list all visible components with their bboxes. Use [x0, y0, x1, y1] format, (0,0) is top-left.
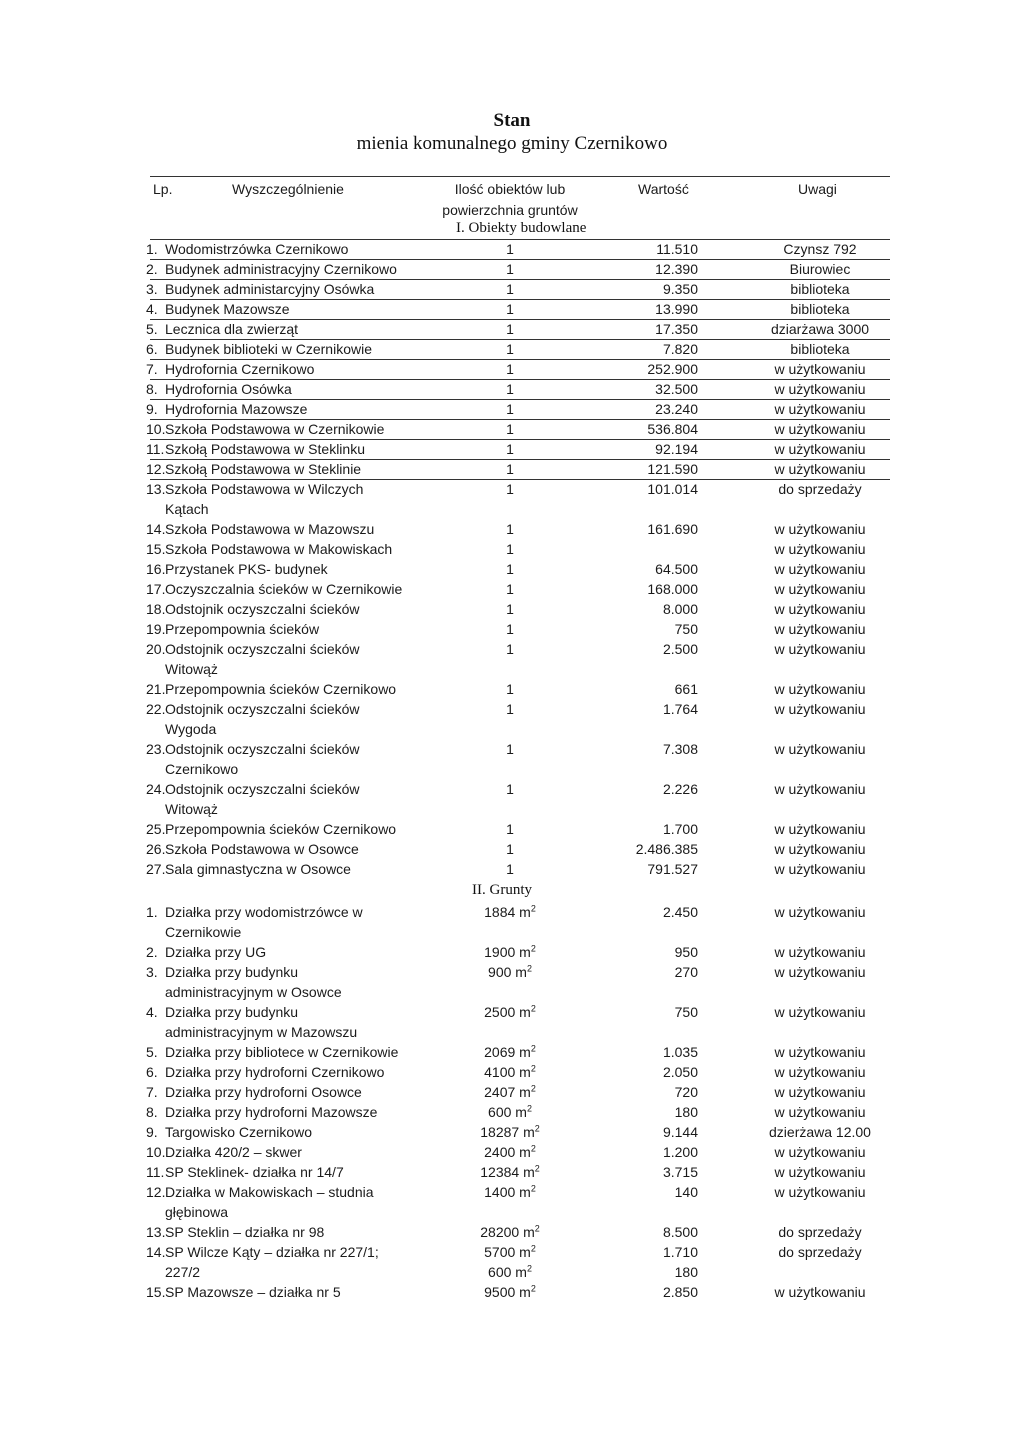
- row-number: 14.: [146, 1244, 166, 1260]
- row-quantity: [455, 1123, 565, 1141]
- row-value: 750: [674, 621, 698, 637]
- header-quantity-line2: powierzchnia gruntów: [442, 202, 578, 218]
- row-quantity-text: 1: [506, 821, 514, 837]
- row-description: Szkoła Podstawowa w Osowce: [165, 841, 359, 857]
- row-value: 536.804: [647, 421, 698, 437]
- row-quantity-text: 1: [506, 301, 514, 317]
- row-number: 4.: [146, 1004, 158, 1020]
- unit-superscript: 2: [534, 1123, 540, 1134]
- row-description: Kątach: [165, 501, 209, 517]
- row-description: Hydrofornia Czernikowo: [165, 361, 315, 377]
- section-title: II. Grunty: [472, 882, 532, 898]
- row-number: 11.: [146, 441, 165, 457]
- unit-superscript: 2: [526, 1263, 532, 1274]
- row-quantity: [455, 440, 565, 458]
- row-number: 9.: [146, 401, 158, 417]
- row-number: 22.: [146, 701, 166, 717]
- row-number: 9.: [146, 1124, 158, 1140]
- row-remarks: w użytkowaniu: [774, 1084, 866, 1100]
- row-remarks: w użytkowaniu: [774, 1064, 866, 1080]
- unit-superscript: 2: [530, 1063, 536, 1074]
- row-number: 10.: [146, 1144, 166, 1160]
- document-subtitle: mienia komunalnego gminy Czernikowo: [356, 133, 668, 154]
- row-description: Szkołą Podstawowa w Steklinie: [165, 461, 362, 477]
- row-description: Przepompownia ścieków: [165, 621, 320, 637]
- row-number: 17.: [146, 581, 166, 597]
- unit-superscript: 2: [530, 1183, 536, 1194]
- row-number: 15.: [146, 541, 166, 557]
- row-description: Witowąż: [165, 661, 218, 677]
- row-value: 1.200: [662, 1144, 698, 1160]
- row-description: Wygoda: [165, 721, 217, 737]
- row-description: SP Mazowsze – działka nr 5: [165, 1284, 341, 1300]
- row-value: 791.527: [647, 861, 698, 877]
- row-value: 7.820: [662, 341, 698, 357]
- row-quantity-text: 1: [506, 441, 514, 457]
- row-quantity: [455, 360, 565, 378]
- unit-superscript: 2: [526, 1103, 532, 1114]
- header-quantity-line1: Ilość obiektów lub: [454, 181, 566, 197]
- row-value: 17.350: [655, 321, 698, 337]
- row-value: 92.194: [655, 441, 698, 457]
- row-quantity-text: 1: [506, 601, 514, 617]
- row-number: 14.: [146, 521, 166, 537]
- row-value: 64.500: [655, 561, 698, 577]
- row-quantity: [455, 280, 565, 298]
- row-description: Działka przy budynku: [165, 1004, 299, 1020]
- row-quantity-text: 1: [506, 241, 514, 257]
- unit-superscript: 2: [530, 1083, 536, 1094]
- row-quantity: [455, 1163, 565, 1181]
- row-description: SP Wilcze Kąty – działka nr 227/1;: [165, 1244, 379, 1260]
- row-number: 7.: [146, 1084, 158, 1100]
- row-remarks: w użytkowaniu: [774, 421, 866, 437]
- row-value: 9.144: [662, 1124, 698, 1140]
- row-number: 6.: [146, 341, 158, 357]
- row-remarks: w użytkowaniu: [774, 681, 866, 697]
- row-description: SP Steklinek- działka nr 14/7: [165, 1164, 344, 1180]
- row-number: 12.: [146, 461, 166, 477]
- row-number: 24.: [146, 781, 166, 797]
- row-description: Budynek administarcyjny Osówka: [165, 281, 375, 297]
- row-number: 6.: [146, 1064, 158, 1080]
- row-quantity: [455, 1043, 565, 1061]
- row-remarks: biblioteka: [790, 301, 850, 317]
- row-quantity: [455, 560, 565, 578]
- row-quantity-text: 900 m: [488, 964, 527, 980]
- row-quantity: [455, 520, 565, 538]
- row-value: 720: [674, 1084, 698, 1100]
- row-quantity: [455, 1083, 565, 1101]
- row-value: 2.226: [662, 781, 698, 797]
- row-description: Odstojnik oczyszczalni ścieków: [165, 781, 360, 797]
- row-description: Działka przy wodomistrzówce w: [165, 904, 363, 920]
- row-quantity-text: 1: [506, 741, 514, 757]
- row-description: Działka przy budynku: [165, 964, 299, 980]
- row-number: 13.: [146, 481, 166, 497]
- row-value: 2.486.385: [635, 841, 698, 857]
- row-value: 12.390: [655, 261, 698, 277]
- row-number: 5.: [146, 321, 158, 337]
- row-quantity: [455, 1003, 565, 1021]
- header-description: Wyszczególnienie: [232, 181, 344, 197]
- row-value: 2.850: [662, 1284, 698, 1300]
- row-value: 9.350: [662, 281, 698, 297]
- row-quantity-text: 1: [506, 321, 514, 337]
- row-number: 4.: [146, 301, 158, 317]
- row-remarks: dzierżawa 12.00: [769, 1124, 871, 1140]
- row-quantity-text: 9500 m: [484, 1284, 531, 1300]
- header-remarks: Uwagi: [798, 181, 837, 197]
- unit-superscript: 2: [530, 1143, 536, 1154]
- row-value: 1.700: [662, 821, 698, 837]
- row-value-2: 180: [674, 1264, 698, 1280]
- row-quantity: [455, 780, 565, 798]
- row-value: 2.450: [662, 904, 698, 920]
- row-description: głębinowa: [165, 1204, 229, 1220]
- row-number: 2.: [146, 261, 158, 277]
- row-remarks: w użytkowaniu: [774, 461, 866, 477]
- row-description: SP Steklin – działka nr 98: [165, 1224, 325, 1240]
- row-quantity: [455, 480, 565, 498]
- row-value: 11.510: [656, 241, 698, 257]
- row-value: 180: [674, 1104, 698, 1120]
- row-number: 23.: [146, 741, 166, 757]
- row-description: Szkoła Podstawowa w Mazowszu: [165, 521, 375, 537]
- row-description: Szkoła Podstawowa w Makowiskach: [165, 541, 393, 557]
- row-remarks: biblioteka: [790, 341, 850, 357]
- row-value: 13.990: [655, 301, 698, 317]
- row-number: 26.: [146, 841, 166, 857]
- row-quantity: [455, 600, 565, 618]
- row-value: 8.000: [662, 601, 698, 617]
- row-number: 10.: [146, 421, 166, 437]
- row-number: 18.: [146, 601, 166, 617]
- row-quantity: [455, 320, 565, 338]
- row-description: Działka przy bibliotece w Czernikowie: [165, 1044, 399, 1060]
- row-quantity: [455, 420, 565, 438]
- row-quantity: [455, 620, 565, 638]
- row-quantity-2: [455, 1263, 565, 1281]
- row-description: administracyjnym w Mazowszu: [165, 1024, 358, 1040]
- row-quantity-text: 1: [506, 841, 514, 857]
- header-lp: Lp.: [153, 181, 173, 197]
- row-number: 7.: [146, 361, 158, 377]
- unit-superscript: 2: [530, 1283, 536, 1294]
- row-quantity-text: 1: [506, 701, 514, 717]
- row-value: 161.690: [647, 521, 698, 537]
- row-quantity: [455, 380, 565, 398]
- row-quantity-text: 5700 m: [484, 1244, 531, 1260]
- table-top-rule: [150, 176, 890, 177]
- row-description: Czernikowo: [165, 761, 239, 777]
- row-remarks: biblioteka: [790, 281, 850, 297]
- row-quantity-text: 1884 m: [484, 904, 531, 920]
- row-value: 2.500: [662, 641, 698, 657]
- row-value: 1.764: [662, 701, 698, 717]
- row-quantity: [455, 260, 565, 278]
- row-value: 8.500: [662, 1224, 698, 1240]
- row-quantity: [455, 840, 565, 858]
- row-quantity-text: 1900 m: [484, 944, 531, 960]
- row-number: 1.: [146, 241, 158, 257]
- row-quantity-text: 600 m: [488, 1264, 527, 1280]
- row-value: 101.014: [647, 481, 698, 497]
- row-number: 5.: [146, 1044, 158, 1060]
- row-description: Hydrofornia Mazowsze: [165, 401, 308, 417]
- row-remarks: Czynsz 792: [783, 241, 857, 257]
- row-description: Odstojnik oczyszczalni ścieków: [165, 701, 360, 717]
- row-description: Witowąż: [165, 801, 218, 817]
- row-description: Działka w Makowiskach – studnia: [165, 1184, 374, 1200]
- row-description: Odstojnik oczyszczalni ścieków: [165, 601, 360, 617]
- row-number: 2.: [146, 944, 158, 960]
- row-quantity: [455, 860, 565, 878]
- row-description: Lecznica dla zwierząt: [165, 321, 299, 337]
- row-quantity-text: 1: [506, 281, 514, 297]
- row-quantity-text: 18287 m: [480, 1124, 535, 1140]
- row-number: 11.: [146, 1164, 165, 1180]
- unit-superscript: 2: [526, 963, 532, 974]
- row-remarks: do sprzedaży: [778, 481, 862, 497]
- row-description: Działka przy hydroforni Mazowsze: [165, 1104, 378, 1120]
- row-quantity-text: 1: [506, 521, 514, 537]
- document-title: Stan: [493, 110, 531, 131]
- row-number: 3.: [146, 281, 158, 297]
- row-number: 1.: [146, 904, 158, 920]
- row-quantity-text: 1: [506, 421, 514, 437]
- row-remarks: w użytkowaniu: [774, 1164, 866, 1180]
- unit-superscript: 2: [530, 943, 536, 954]
- row-remarks: w użytkowaniu: [774, 441, 866, 457]
- row-quantity: [455, 540, 565, 558]
- row-value: 750: [674, 1004, 698, 1020]
- row-description: Czernikowie: [165, 924, 242, 940]
- row-number: 21.: [146, 681, 166, 697]
- row-number: 19.: [146, 621, 166, 637]
- row-description: administracyjnym w Osowce: [165, 984, 342, 1000]
- row-description: Hydrofornia Osówka: [165, 381, 292, 397]
- row-quantity-text: 1: [506, 341, 514, 357]
- row-description: Sala gimnastyczna w Osowce: [165, 861, 351, 877]
- row-remarks: w użytkowaniu: [774, 381, 866, 397]
- row-quantity: [455, 680, 565, 698]
- row-remarks: dziarżawa 3000: [770, 321, 870, 337]
- row-quantity-text: 600 m: [488, 1104, 527, 1120]
- row-quantity: [455, 1063, 565, 1081]
- row-value: 252.900: [647, 361, 698, 377]
- row-quantity-text: 1: [506, 381, 514, 397]
- row-quantity-text: 2069 m: [484, 1044, 531, 1060]
- row-number: 13.: [146, 1224, 166, 1240]
- row-quantity-text: 1: [506, 681, 514, 697]
- row-number: 20.: [146, 641, 166, 657]
- row-quantity: [455, 340, 565, 358]
- row-value: 140: [674, 1184, 698, 1200]
- row-quantity: [455, 1223, 565, 1241]
- row-remarks: w użytkowaniu: [774, 561, 866, 577]
- row-quantity: [455, 903, 565, 921]
- row-remarks: w użytkowaniu: [774, 861, 866, 877]
- row-quantity: [455, 943, 565, 961]
- row-value: 7.308: [662, 741, 698, 757]
- row-description: Odstojnik oczyszczalni ścieków: [165, 641, 360, 657]
- row-quantity-text: 1: [506, 641, 514, 657]
- row-description: Budynek Mazowsze: [165, 301, 290, 317]
- row-quantity-text: 1: [506, 361, 514, 377]
- row-remarks: Biurowiec: [789, 261, 851, 277]
- row-description: Szkoła Podstawowa w Wilczych: [165, 481, 364, 497]
- row-quantity-text: 1: [506, 581, 514, 597]
- row-description: Odstojnik oczyszczalni ścieków: [165, 741, 360, 757]
- row-quantity: [455, 1243, 565, 1261]
- row-description: Działka przy hydroforni Osowce: [165, 1084, 362, 1100]
- row-remarks: w użytkowaniu: [774, 601, 866, 617]
- row-remarks: w użytkowaniu: [774, 1004, 866, 1020]
- row-quantity-text: 1: [506, 401, 514, 417]
- row-quantity-text: 2407 m: [484, 1084, 531, 1100]
- row-remarks: do sprzedaży: [778, 1244, 862, 1260]
- row-value: 950: [674, 944, 698, 960]
- row-remarks: w użytkowaniu: [774, 821, 866, 837]
- row-remarks: w użytkowaniu: [774, 1044, 866, 1060]
- row-quantity-text: 1: [506, 261, 514, 277]
- row-quantity: [455, 1283, 565, 1301]
- row-quantity: [455, 1103, 565, 1121]
- row-number: 27.: [146, 861, 166, 877]
- row-quantity-text: 1400 m: [484, 1184, 531, 1200]
- row-remarks: w użytkowaniu: [774, 621, 866, 637]
- row-description: 227/2: [165, 1264, 201, 1280]
- row-number: 8.: [146, 381, 158, 397]
- row-quantity-text: 2400 m: [484, 1144, 531, 1160]
- row-remarks: w użytkowaniu: [774, 781, 866, 797]
- row-quantity: [455, 963, 565, 981]
- row-quantity-text: 12384 m: [480, 1164, 535, 1180]
- row-description: Szkoła Podstawowa w Czernikowie: [165, 421, 385, 437]
- row-description: Działka przy UG: [165, 944, 267, 960]
- row-quantity-text: 1: [506, 541, 514, 557]
- row-description: Budynek administracyjny Czernikowo: [165, 261, 397, 277]
- row-remarks: w użytkowaniu: [774, 701, 866, 717]
- row-quantity-text: 1: [506, 861, 514, 877]
- row-remarks: w użytkowaniu: [774, 641, 866, 657]
- row-remarks: w użytkowaniu: [774, 904, 866, 920]
- unit-superscript: 2: [530, 1243, 536, 1254]
- row-number: 3.: [146, 964, 158, 980]
- row-value: 3.715: [662, 1164, 698, 1180]
- row-number: 25.: [146, 821, 166, 837]
- row-quantity-text: 28200 m: [480, 1224, 535, 1240]
- row-quantity: [455, 580, 565, 598]
- row-remarks: w użytkowaniu: [774, 944, 866, 960]
- unit-superscript: 2: [530, 1003, 536, 1014]
- row-remarks: do sprzedaży: [778, 1224, 862, 1240]
- row-remarks: w użytkowaniu: [774, 1184, 866, 1200]
- row-value: 661: [674, 681, 698, 697]
- row-quantity-text: 2500 m: [484, 1004, 531, 1020]
- unit-superscript: 2: [534, 1223, 540, 1234]
- row-quantity-text: 4100 m: [484, 1064, 531, 1080]
- row-remarks: w użytkowaniu: [774, 541, 866, 557]
- row-quantity-text: 1: [506, 621, 514, 637]
- row-description: Budynek biblioteki w Czernikowie: [165, 341, 372, 357]
- section-title: I. Obiekty budowlane: [456, 220, 587, 236]
- row-quantity-text: 1: [506, 461, 514, 477]
- row-value: 1.035: [662, 1044, 698, 1060]
- row-value: 168.000: [647, 581, 698, 597]
- row-value: 270: [674, 964, 698, 980]
- unit-superscript: 2: [534, 1163, 540, 1174]
- row-description: Działka 420/2 – skwer: [165, 1144, 302, 1160]
- unit-superscript: 2: [530, 1043, 536, 1054]
- row-value: 23.240: [655, 401, 698, 417]
- row-quantity: [455, 460, 565, 478]
- row-description: Oczyszczalnia ścieków w Czernikowie: [165, 581, 403, 597]
- row-quantity: [455, 1143, 565, 1161]
- row-remarks: w użytkowaniu: [774, 1284, 866, 1300]
- row-remarks: w użytkowaniu: [774, 521, 866, 537]
- row-value: 1.710: [662, 1244, 698, 1260]
- row-value: 2.050: [662, 1064, 698, 1080]
- row-description: Wodomistrzówka Czernikowo: [165, 241, 349, 257]
- row-description: Szkołą Podstawowa w Steklinku: [165, 441, 365, 457]
- row-number: 16.: [146, 561, 166, 577]
- row-quantity-text: 1: [506, 481, 514, 497]
- row-quantity: [455, 240, 565, 258]
- row-value: 32.500: [655, 381, 698, 397]
- row-quantity: [455, 700, 565, 718]
- row-remarks: w użytkowaniu: [774, 741, 866, 757]
- header-value: Wartość: [638, 181, 689, 197]
- row-description: Działka przy hydroforni Czernikowo: [165, 1064, 385, 1080]
- row-description: Przystanek PKS- budynek: [165, 561, 328, 577]
- row-number: 8.: [146, 1104, 158, 1120]
- row-description: Przepompownia ścieków Czernikowo: [165, 821, 397, 837]
- row-number: 12.: [146, 1184, 166, 1200]
- row-quantity: [455, 640, 565, 658]
- row-description: Targowisko Czernikowo: [165, 1124, 313, 1140]
- row-remarks: w użytkowaniu: [774, 581, 866, 597]
- row-remarks: w użytkowaniu: [774, 401, 866, 417]
- row-value: 121.590: [647, 461, 698, 477]
- row-quantity: [455, 300, 565, 318]
- row-remarks: w użytkowaniu: [774, 361, 866, 377]
- row-quantity: [455, 820, 565, 838]
- row-quantity-text: 1: [506, 781, 514, 797]
- row-description: Przepompownia ścieków Czernikowo: [165, 681, 397, 697]
- row-quantity-text: 1: [506, 561, 514, 577]
- row-quantity: [455, 1183, 565, 1201]
- row-remarks: w użytkowaniu: [774, 964, 866, 980]
- row-remarks: w użytkowaniu: [774, 1104, 866, 1120]
- row-quantity: [455, 740, 565, 758]
- row-number: 15.: [146, 1284, 166, 1300]
- row-remarks: w użytkowaniu: [774, 841, 866, 857]
- row-quantity: [455, 400, 565, 418]
- row-remarks: w użytkowaniu: [774, 1144, 866, 1160]
- unit-superscript: 2: [530, 903, 536, 914]
